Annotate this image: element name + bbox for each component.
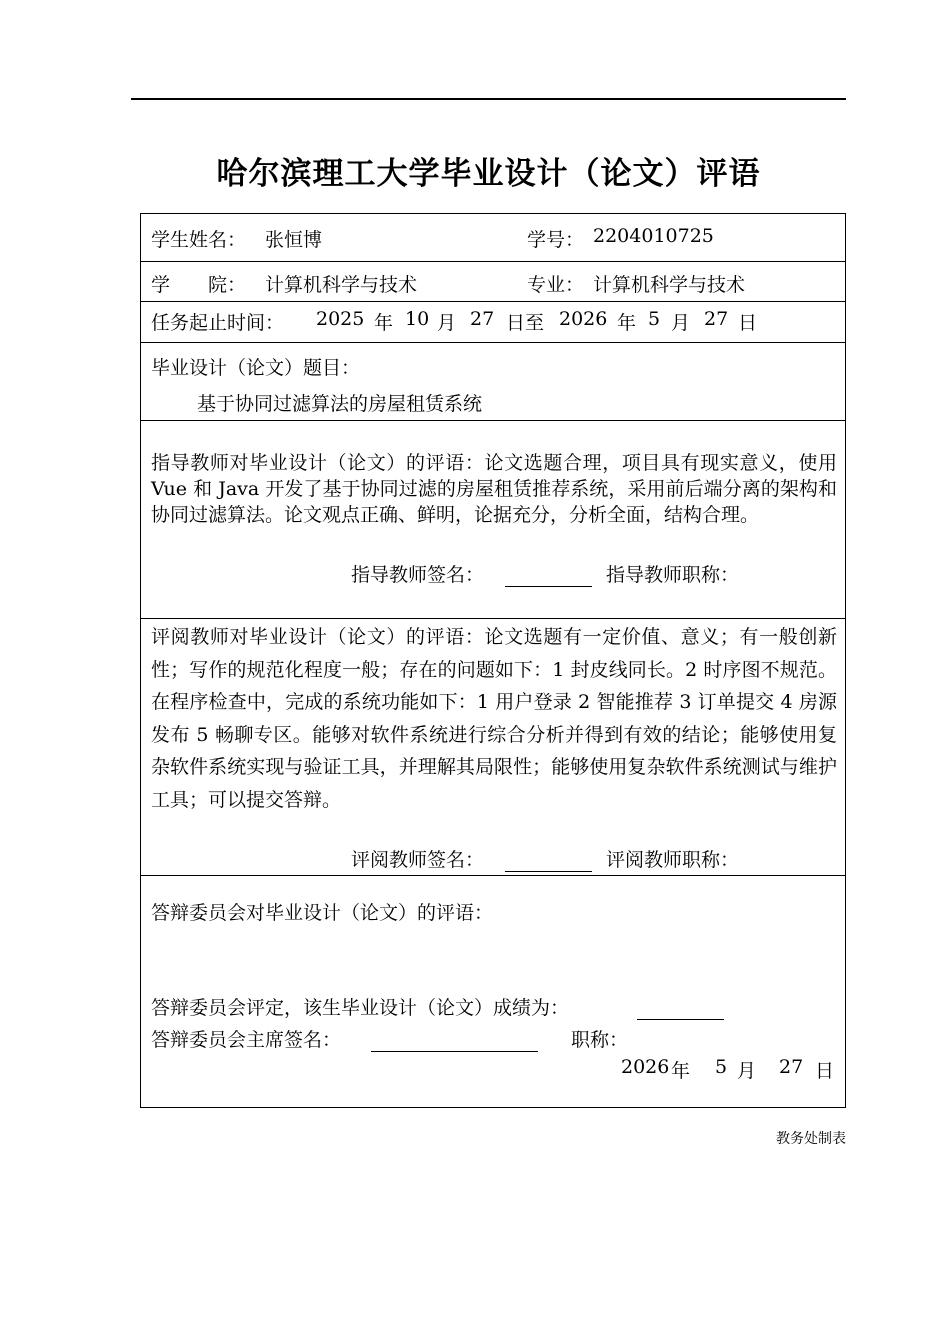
- unit-day: 日: [738, 312, 758, 334]
- committee-grade-field[interactable]: [637, 995, 724, 1020]
- period-label: 任务起止时间：: [151, 312, 285, 334]
- reviewer-title-label: 评阅教师职称：: [606, 849, 740, 871]
- evaluation-form: [140, 213, 846, 1108]
- college-row: [141, 262, 845, 302]
- student-id-label: 学号：: [527, 229, 585, 251]
- advisor-signature-label: 指导教师签名：: [351, 564, 485, 586]
- committee-grade-label: 答辩委员会评定，该生毕业设计（论文）成绩为：: [151, 997, 570, 1019]
- committee-unit-day: 日: [815, 1060, 835, 1082]
- advisor-signature-field[interactable]: [505, 562, 592, 587]
- topic-label: 毕业设计（论文）题目：: [151, 357, 361, 379]
- start-day: 27: [470, 308, 495, 330]
- end-month: 5: [648, 308, 661, 330]
- committee-section: [141, 876, 845, 1107]
- unit-year-1: 年: [374, 312, 394, 334]
- committee-date-year: 2026: [621, 1056, 670, 1078]
- footer-note: 教务处制表: [776, 1131, 846, 1147]
- committee-comment-label: 答辩委员会对毕业设计（论文）的评语：: [151, 902, 494, 924]
- advisor-section: [141, 421, 845, 619]
- committee-date-month: 5: [715, 1056, 728, 1078]
- advisor-comment: 指导教师对毕业设计（论文）的评语：论文选题合理，项目具有现实意义，使用 Vue 和 Java 开发了基于协同过滤的房屋租赁推荐系统，采用前后端分离的架构和协同过滤算法。论文观点正确、鲜明，论据充分，分析全面，结构合理。: [151, 452, 837, 526]
- student-row: [141, 214, 845, 262]
- topic-value: 基于协同过滤算法的房屋租赁系统: [197, 393, 483, 415]
- committee-chair-title-label: 职称：: [571, 1029, 629, 1051]
- end-year: 2026: [559, 308, 608, 330]
- major-label: 专业：: [527, 274, 585, 296]
- advisor-title-label: 指导教师职称：: [606, 564, 740, 586]
- end-day: 27: [704, 308, 729, 330]
- start-month: 10: [405, 308, 430, 330]
- major-value: 计算机科学与技术: [593, 274, 746, 296]
- unit-day-to: 日至: [506, 312, 545, 334]
- page-title: 哈尔滨理工大学毕业设计（论文）评语: [216, 156, 761, 192]
- header-rule: [131, 98, 846, 100]
- start-year: 2025: [316, 308, 365, 330]
- reviewer-section: [141, 619, 845, 876]
- committee-chair-signature-field[interactable]: [371, 1027, 538, 1052]
- committee-chair-label: 答辩委员会主席签名：: [151, 1029, 342, 1051]
- reviewer-signature-field[interactable]: [505, 847, 592, 872]
- unit-month-1: 月: [437, 312, 457, 334]
- reviewer-signature-label: 评阅教师签名：: [351, 849, 485, 871]
- period-row: [141, 302, 845, 343]
- committee-unit-year: 年: [671, 1060, 691, 1082]
- unit-month-2: 月: [671, 312, 691, 334]
- reviewer-comment: 评阅教师对毕业设计（论文）的评语：论文选题有一定价值、意义；有一般创新性；写作的规范化程度一般；存在的问题如下：1 封皮线同长。2 时序图不规范。在程序检查中，完成的系统功能如下：1 用户登录 2 智能推荐 3 订单提交 4 房源发布 5 畅聊专区。能够对软件系统进行综合分析并得到有效的结论；能够使用复杂软件系统实现与验证工具，并理解其局限性；能够使用复杂软件系统测试与维护工具；可以提交答辩。: [151, 626, 837, 811]
- student-name-label: 学生姓名：: [151, 229, 247, 251]
- committee-unit-month: 月: [737, 1060, 757, 1082]
- student-id: 2204010725: [593, 225, 714, 247]
- unit-year-2: 年: [617, 312, 637, 334]
- college-label: 学 院：: [151, 274, 247, 296]
- student-name: 张恒博: [265, 229, 323, 251]
- college-value: 计算机科学与技术: [265, 274, 418, 296]
- committee-date-day: 27: [779, 1056, 804, 1078]
- topic-row: [141, 343, 845, 421]
